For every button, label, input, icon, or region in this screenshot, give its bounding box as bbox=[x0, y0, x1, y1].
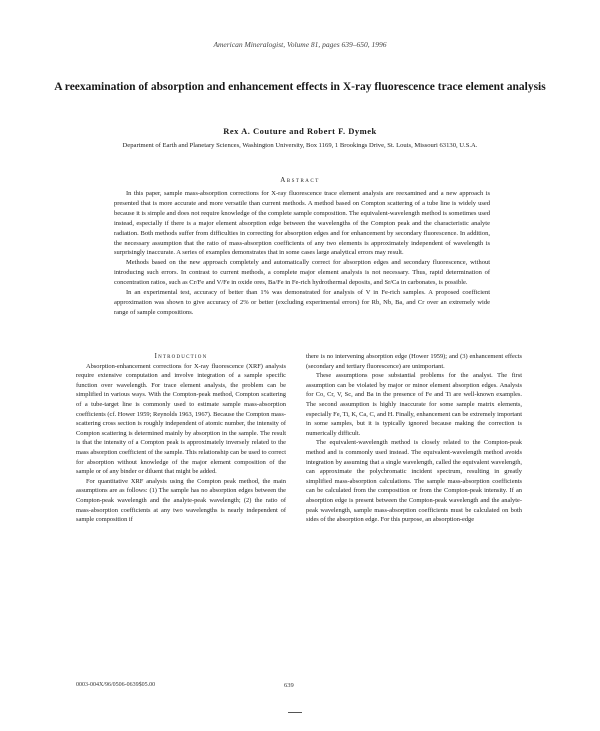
body-paragraph: For quantitative XRF analysis using the Compton peak method, the main assumptions are as follows: (1) The sample has no absorption edges between the Compton-peak wavelength and the analyte-peak wavelength; (2) the ratio of mass-absorption coefficients at any two wavelengths is nearly independent of sample composition if bbox=[76, 477, 286, 524]
journal-header: American Mineralogist, Volume 81, pages 639–650, 1996 bbox=[213, 40, 387, 49]
abstract-paragraph: Methods based on the new approach completely and automatically correct for absorption edges and secondary fluorescence, without introducing such errors. In contrast to current methods, a complete major element analysis is not necessary. Thus, rapid determination of concentration ratios, such as Cr/Fe and V/Fe in oxide ores, Ba/Fe in Fe-rich hydrothermal deposits, and Sr/Ca in carbonates, is possible. bbox=[114, 259, 490, 287]
body-paragraph: The equivalent-wavelength method is closely related to the Compton-peak method and is commonly used instead. The equivalent-wavelength method avoids integration by assuming that a single wavelength, called the equivalent wavelength, can approximate the polychromatic incident spectrum, resulting in greatly simplified mass-absorption calculations. The sample mass-absorption coefficients can be calculated from the composition or from the Compton-peak intensity. If an absorption edge is present between the Compton-peak wavelength and the analyte-peak wavelength, sample mass-absorption coefficients must be calculated on both sides of the absorption edge. For this purpose, an absorption-edge bbox=[306, 439, 522, 524]
body-paragraph: there is no intervening absorption edge (Hower 1959); and (3) enhancement effects (secondary and tertiary fluorescence) are unimportant. bbox=[306, 353, 522, 370]
page-number: 639 bbox=[284, 682, 294, 689]
body-paragraph: Absorption-enhancement corrections for X-ray fluorescence (XRF) analysis require extensive computation and involve integration of a sample specific function over wavelength. For trace element analysis, the problem can be simplified in various ways. With the Compton-peak method, Compton scattering of a tube-target line is commonly used to estimate sample mass-absorption coefficients (cf. Hower 1959; Reynolds 1963, 1967). Because the Compton mass-scattering cross section is roughly independent of atomic number, the intensity of Compton scattering is determined mainly by absorption in the sample. The result is that the intensity of a Compton peak is approximately inversely related to the mass absorption coefficient of the sample. This relationship can be used to correct for absorption without knowledge of the major element composition of the sample or of any binder or diluent that might be added. bbox=[76, 362, 286, 476]
body-column-left bbox=[76, 352, 286, 525]
article-authors: Rex A. Couture and Robert F. Dymek bbox=[223, 126, 377, 136]
author-affiliation: Department of Earth and Planetary Sciences, Washington University, Box 1169, 1 Brookings Drive, St. Louis, Missouri 63130, U.S.A. bbox=[122, 142, 478, 149]
page-divider bbox=[288, 712, 302, 713]
footer-code: 0003-004X/96/0506-0639$05.00 bbox=[76, 682, 156, 688]
abstract-heading: Abstract bbox=[280, 176, 320, 184]
abstract-paragraph: In an experimental test, accuracy of better than 1% was demonstrated for analysis of V in Fe-rich samples. A proposed coefficient approximation was shown to give accuracy of 2% or better (excluding experimental errors) for Rb, Nb, Ba, and Cr over an extremely wide range of sample compositions. bbox=[114, 289, 490, 316]
introduction-heading: Introduction bbox=[154, 353, 208, 360]
body-paragraph: These assumptions pose substantial problems for the analyst. The first assumption can be violated by major or minor element absorption edges. Analysis for Co, Cr, V, Sc, and Ba in the presence of Fe and Ti are well-known examples. The second assumption is highly inaccurate for some sample matrix elements, especially Fe, Ti, K, Ca, C, and H. Finally, enhancement can be extremely important in some samples, but it is typically ignored because making the correction is numerically difficult. bbox=[306, 372, 522, 437]
abstract-paragraph: In this paper, sample mass-absorption corrections for X-ray fluorescence trace element analysis are reexamined and a new approach is presented that is more accurate and more versatile than current methods. A method based on Compton scattering of a tube line is widely used because it is simple and does not require knowledge of the complete sample composition. The equivalent-wavelength method is sometimes used instead, especially if there is a major element absorption edge between the wavelengths of the Compton peak and the characteristic analyte radiation. Both methods suffer from difficulties in correcting for absorption edges and for enhancement by secondary fluorescence. In addition, the necessary assumption that the ratio of mass-absorption coefficients of any two elements is approximately independent of wavelength is surprisingly inaccurate. A series of examples demonstrates that in some cases large analytical errors may result. bbox=[114, 190, 490, 257]
article-title: A reexamination of absorption and enhancement effects in X-ray fluorescence trace element analysis bbox=[54, 81, 546, 93]
body-column-right bbox=[306, 352, 522, 525]
abstract-body bbox=[114, 189, 490, 318]
